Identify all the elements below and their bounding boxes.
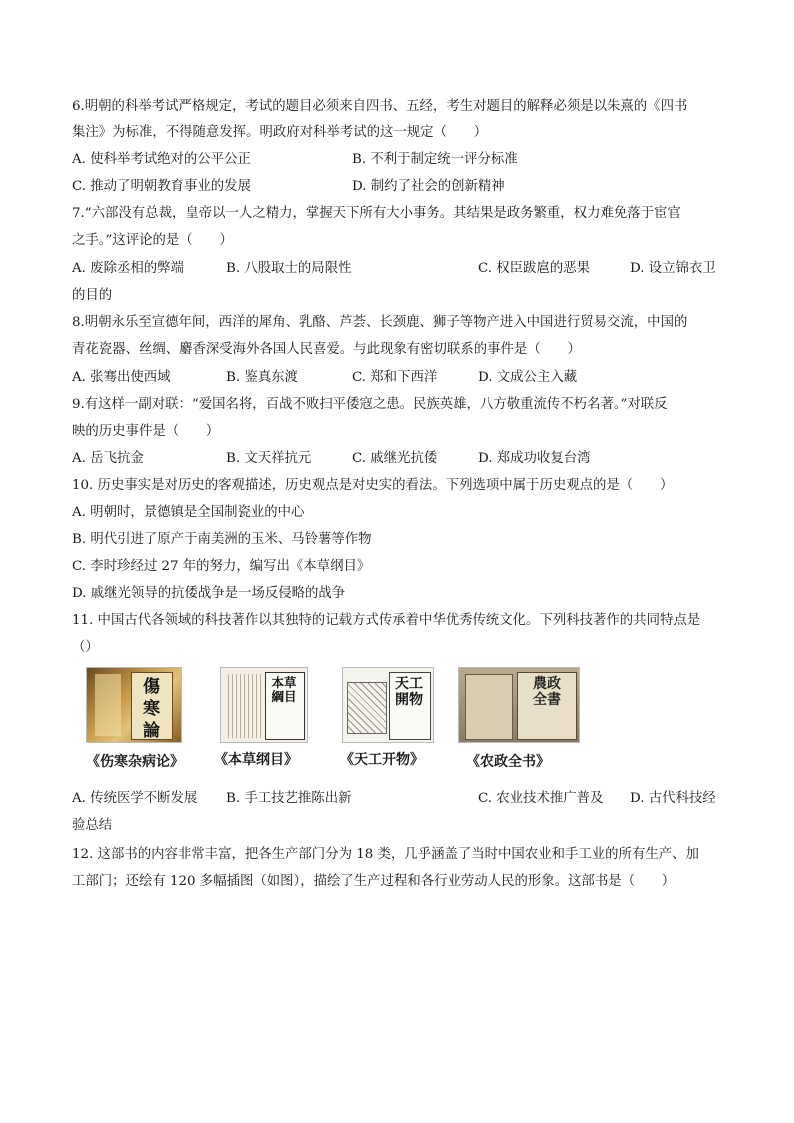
q9-option-a: A. 岳飞抗金 xyxy=(72,451,144,466)
q11-stem-line1: 11. 中国古代各领域的科技著作以其独特的记载方式传承着中华优秀传统文化。下列科技著作的共同特点是 xyxy=(72,613,701,628)
tiangong-book-photo xyxy=(342,667,434,743)
q6-stem-line1: 6.明朝的科举考试严格规定，考试的题目必须来自四书、五经，考生对题目的解释必须是以朱熹的《四书 xyxy=(72,99,688,114)
bencao-book-photo xyxy=(220,667,308,743)
nongzheng-book-photo xyxy=(458,667,580,743)
q10-option-c: C. 李时珍经过 27 年的努力，编写出《本草纲目》 xyxy=(72,559,371,574)
q7-stem-line1: 7.“六部没有总裁，皇帝以一人之精力，掌握天下所有大小事务。其结果是政务繁重，权力难免落于宦官 xyxy=(72,206,681,221)
q9-option-c: C. 戚继光抗倭 xyxy=(352,451,438,466)
q9-stem-line2: 映的历史事件是（ ） xyxy=(72,424,220,439)
q8-option-c: C. 郑和下西洋 xyxy=(352,370,438,385)
q7-option-b: B. 八股取士的局限性 xyxy=(226,261,352,276)
q9-option-d: D. 郑成功收复台湾 xyxy=(478,451,591,466)
q8-option-d: D. 文成公主入藏 xyxy=(478,370,578,385)
q12-stem-line1: 12. 这部书的内容非常丰富，把各生产部门分为 18 类，几乎涵盖了当时中国农业和手工业的所有生产、加 xyxy=(72,847,699,862)
shanghan-cover-title: 傷寒論 xyxy=(143,677,161,741)
q10-option-a: A. 明朝时，景德镇是全国制瓷业的中心 xyxy=(72,505,305,520)
q9-stem-line1: 9.有这样一副对联：“爱国名将，百战不败扫平倭寇之患。民族英雄，八方敬重流传不朽名著。”对联反 xyxy=(72,397,668,412)
q10-option-d: D. 戚继光领导的抗倭战争是一场反侵略的战争 xyxy=(72,586,346,601)
figure-caption-tiangong: 《天工开物》 xyxy=(340,752,424,768)
q6-option-b: B. 不利于制定统一评分标准 xyxy=(352,152,518,167)
q11-option-d-continued: 验总结 xyxy=(72,818,113,833)
tiangong-cover-title: 天工開物 xyxy=(395,676,423,708)
q10-stem: 10. 历史事实是对历史的客观描述，历史观点是对史实的看法。下列选项中属于历史观点的是（ ） xyxy=(72,478,674,493)
q6-stem-line2: 集注》为标准，不得随意发挥。明政府对科举考试的这一规定（ ） xyxy=(72,125,488,140)
bencao-cover-title: 本草綱目 xyxy=(271,675,297,704)
figure-caption-shanghan: 《伤寒杂病论》 xyxy=(86,754,184,770)
q8-stem-line1: 8.明朝永乐至宣德年间，西洋的犀角、乳酪、芦荟、长颈鹿、狮子等物产进入中国进行贸易交流，中国的 xyxy=(72,315,688,330)
nongzheng-cover-title: 農政全書 xyxy=(533,676,561,708)
q9-option-b: B. 文天祥抗元 xyxy=(226,451,312,466)
figure-tiangong xyxy=(340,667,434,768)
q11-option-a: A. 传统医学不断发展 xyxy=(72,791,198,806)
q6-option-a: A. 使科举考试绝对的公平公正 xyxy=(72,152,251,167)
figure-caption-bencao: 《本草纲目》 xyxy=(214,752,298,768)
q7-option-d: D. 设立锦衣卫 xyxy=(630,261,716,276)
q12-stem-line2: 工部门；还绘有 120 多幅插图（如图），描绘了生产过程和各行业劳动人民的形象。这部书是（ ） xyxy=(72,874,676,889)
q7-option-a: A. 废除丞相的弊端 xyxy=(72,261,184,276)
q7-stem-line2: 之手。”这评论的是（ ） xyxy=(72,233,233,248)
figure-caption-nongzheng: 《农政全书》 xyxy=(466,754,550,770)
q6-option-c: C. 推动了明朝教育事业的发展 xyxy=(72,179,251,194)
figure-bencao xyxy=(214,667,308,768)
q7-option-c: C. 权臣跋扈的恶果 xyxy=(478,261,591,276)
q11-option-b: B. 手工技艺推陈出新 xyxy=(226,791,352,806)
q8-stem-line2: 青花瓷器、丝绸、麝香深受海外各国人民喜爱。与此现象有密切联系的事件是（ ） xyxy=(72,342,581,357)
q6-option-d: D. 制约了社会的创新精神 xyxy=(352,179,505,194)
q11-option-c: C. 农业技术推广普及 xyxy=(478,791,604,806)
q11-stem-line2: （） xyxy=(72,640,99,655)
figure-nongzheng xyxy=(458,667,580,770)
q7-option-d-continued: 的目的 xyxy=(72,288,113,303)
figure-shanghan xyxy=(86,667,184,770)
q8-option-a: A. 张骞出使西域 xyxy=(72,370,171,385)
shanghan-book-photo xyxy=(86,667,182,743)
q8-option-b: B. 鉴真东渡 xyxy=(226,370,298,385)
q11-book-figures xyxy=(72,667,724,777)
q10-option-b: B. 明代引进了原产于南美洲的玉米、马铃薯等作物 xyxy=(72,532,372,547)
q11-option-d: D. 古代科技经 xyxy=(630,791,716,806)
